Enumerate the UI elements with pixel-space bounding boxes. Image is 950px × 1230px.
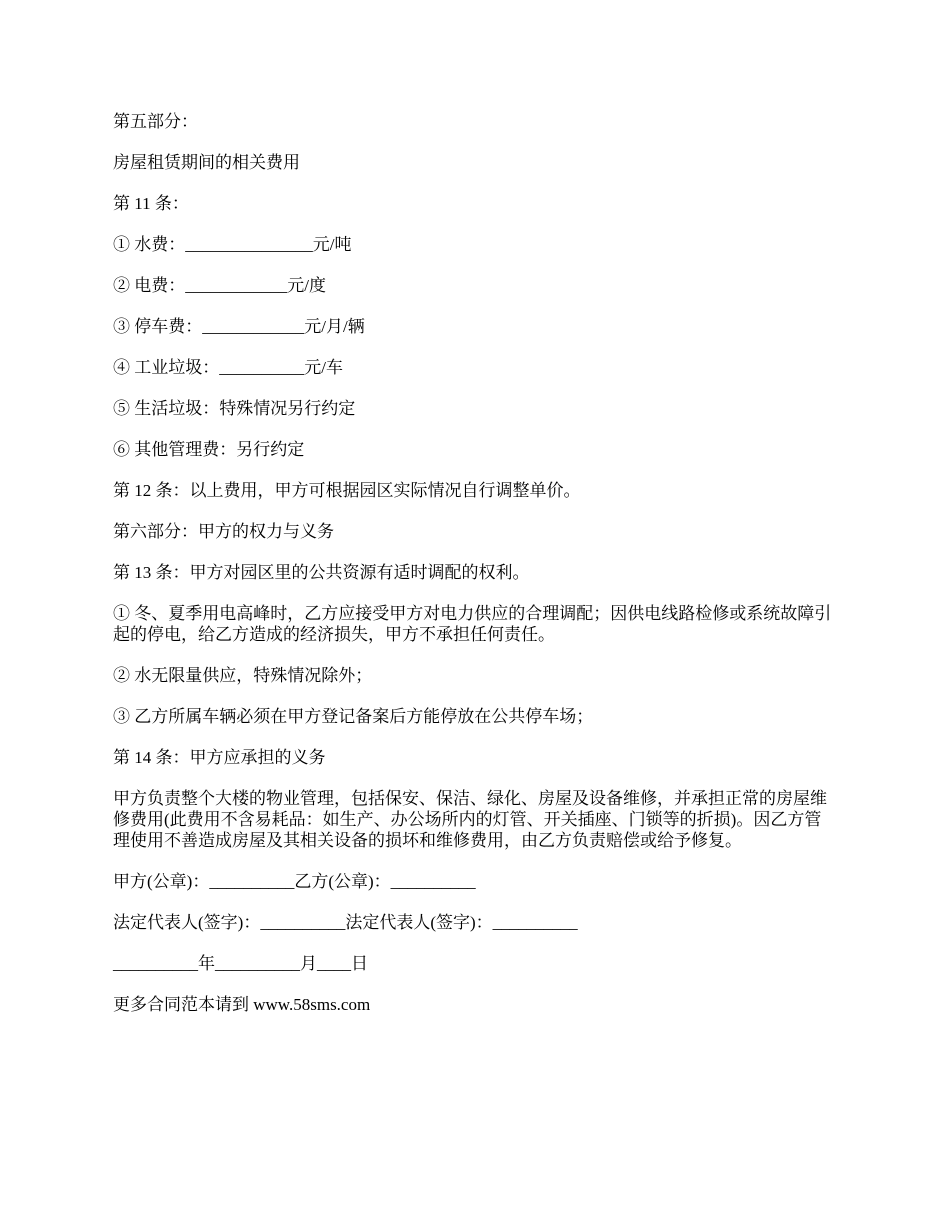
article-13-item-2: ② 水无限量供应，特殊情况除外；	[113, 666, 373, 685]
fee-item-electricity: ② 电费：____________元/度	[113, 276, 326, 295]
article-14-body: 甲方负责整个大楼的物业管理，包括保安、保洁、绿化、房屋及设备维修，并承担正常的房屋维修费用(此费用不含易耗品：如生产、办公场所内的灯管、开关插座、门锁等的折损)。因乙方管理使用不善造成房屋及其相关设备的损坏和维修费用，由乙方负责赔偿或给予修复。	[113, 789, 827, 850]
document-body	[113, 111, 838, 1035]
article-14-heading: 第 14 条：甲方应承担的义务	[113, 748, 326, 767]
article-13-item-1: ① 冬、夏季用电高峰时，乙方应接受甲方对电力供应的合理调配；因供电线路检修或系统故障引起的停电，给乙方造成的经济损失，甲方不承担任何责任。	[113, 604, 832, 644]
article-11-heading: 第 11 条：	[113, 194, 189, 213]
fee-item-parking: ③ 停车费：____________元/月/辆	[113, 317, 365, 336]
article-13: 第 13 条：甲方对园区里的公共资源有适时调配的权利。	[113, 563, 530, 582]
article-12: 第 12 条：以上费用，甲方可根据园区实际情况自行调整单价。	[113, 481, 581, 500]
fee-item-water: ① 水费：_______________元/吨	[113, 235, 352, 254]
article-13-item-3: ③ 乙方所属车辆必须在甲方登记备案后方能停放在公共停车场；	[113, 707, 594, 726]
signature-seal-line: 甲方(公章)：__________乙方(公章)：__________	[113, 872, 476, 891]
footer-more-templates: 更多合同范本请到 www.58sms.com	[113, 995, 371, 1014]
fee-item-other-management: ⑥ 其他管理费：另行约定	[113, 440, 305, 459]
signature-date-line: __________年__________月____日	[113, 954, 368, 973]
fee-item-industrial-waste: ④ 工业垃圾：__________元/车	[113, 358, 343, 377]
signature-representative-line: 法定代表人(签字)：__________法定代表人(签字)：__________	[113, 913, 578, 932]
fee-item-household-waste: ⑤ 生活垃圾：特殊情况另行约定	[113, 399, 356, 418]
section-subtitle-fees: 房屋租赁期间的相关费用	[113, 153, 300, 172]
section-heading-part5: 第五部分：	[113, 112, 198, 131]
section-heading-part6: 第六部分：甲方的权力与义务	[113, 522, 334, 541]
